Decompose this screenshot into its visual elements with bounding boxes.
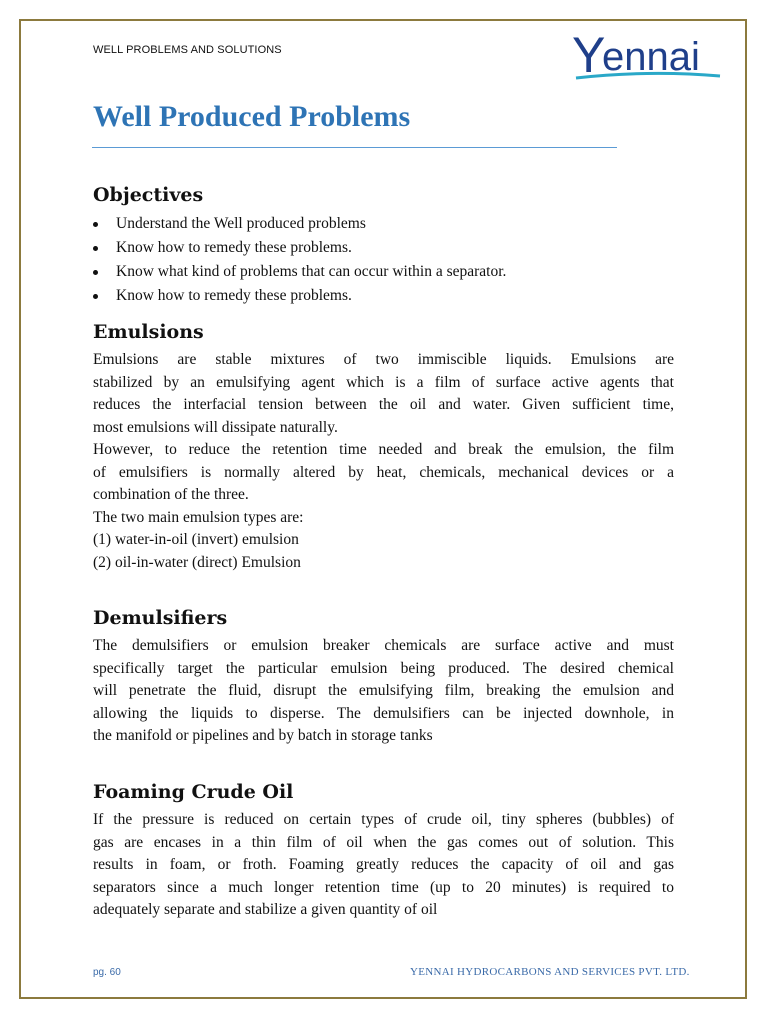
- emulsions-heading: Emulsions: [93, 321, 204, 343]
- list-item: Know what kind of problems that can occur within a separator.: [93, 260, 693, 284]
- page-number: pg. 60: [93, 967, 121, 978]
- title-underline: [92, 147, 617, 148]
- text-line: Emulsions are stable mixtures of two immiscible liquids. Emulsions are: [93, 351, 674, 368]
- bullet-icon: [93, 222, 98, 227]
- yennai-logo: [568, 26, 728, 88]
- objectives-list: [93, 212, 693, 308]
- bullet-icon: [93, 294, 98, 299]
- running-header: WELL PROBLEMS AND SOLUTIONS: [93, 44, 282, 56]
- text-line: separators since a much longer retention time (up to 20 minutes) is required to: [93, 878, 674, 896]
- page-title: Well Produced Problems: [93, 100, 411, 133]
- text-line: (1) water-in-oil (invert) emulsion: [93, 531, 299, 548]
- text-line: reduces the interfacial tension between the oil and water. Given sufficient time,: [93, 396, 674, 413]
- svg-text:ennai: ennai: [602, 35, 700, 79]
- text-line: allowing the liquids to disperse. The demulsifiers can be injected downhole, in: [93, 704, 674, 722]
- objectives-heading: Objectives: [93, 184, 204, 206]
- text-line: If the pressure is reduced on certain types of crude oil, tiny spheres (bubbles) of: [93, 811, 674, 828]
- svg-text:Y: Y: [572, 27, 606, 83]
- text-line: combination of the three.: [93, 486, 249, 503]
- footer-company: YENNAI HYDROCARBONS AND SERVICES PVT. LTD.: [410, 966, 690, 978]
- text-line: the manifold or pipelines and by batch in storage tanks: [93, 727, 433, 744]
- list-item: Understand the Well produced problems: [93, 212, 693, 236]
- text-line: (2) oil-in-water (direct) Emulsion: [93, 553, 301, 571]
- bullet-icon: [93, 270, 98, 275]
- demulsifiers-paragraph: [93, 635, 674, 748]
- text-line: However, to reduce the retention time needed and break the emulsion, the film: [93, 441, 674, 458]
- text-line: The two main emulsion types are:: [93, 508, 304, 526]
- list-item: Know how to remedy these problems.: [93, 236, 693, 260]
- foaming-paragraph: [93, 809, 674, 922]
- logo-graphic: [568, 26, 728, 88]
- text-line: specifically target the particular emulsion being produced. The desired chemical: [93, 659, 674, 677]
- demulsifiers-heading: Demulsifiers: [93, 607, 228, 629]
- text-line: stabilized by an emulsifying agent which is a film of surface active agents that: [93, 373, 674, 391]
- text-line: The demulsifiers or emulsion breaker chemicals are surface active and must: [93, 637, 674, 654]
- emulsions-paragraph: [93, 349, 674, 574]
- text-line: most emulsions will dissipate naturally.: [93, 418, 338, 436]
- text-line: adequately separate and stabilize a given quantity of oil: [93, 901, 438, 918]
- text-line: gas are encases in a thin film of oil when the gas comes out of solution. This: [93, 833, 674, 851]
- text-line: will penetrate the fluid, disrupt the emulsifying film, breaking the emulsion and: [93, 682, 674, 699]
- text-line: results in foam, or froth. Foaming greatly reduces the capacity of oil and gas: [93, 856, 674, 873]
- text-line: of emulsifiers is normally altered by heat, chemicals, mechanical devices or a: [93, 463, 674, 481]
- foaming-heading: Foaming Crude Oil: [93, 781, 294, 803]
- bullet-icon: [93, 246, 98, 251]
- list-item: Know how to remedy these problems.: [93, 284, 693, 308]
